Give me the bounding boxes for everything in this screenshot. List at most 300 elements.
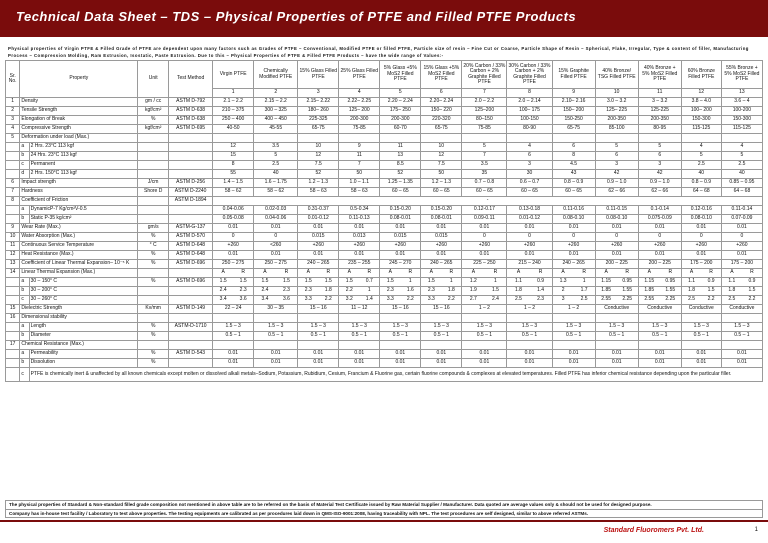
row-value [681,134,721,143]
row-value: 5 [254,152,298,161]
row-sub-letter: c [20,161,29,170]
row-value: +260 [421,242,462,251]
notes-table [5,500,763,518]
row-value: 0.01 [254,359,298,368]
row-unit [138,314,169,323]
row-test-method: ASTM-D-1710 [169,323,213,332]
row-value: Conductive [681,305,721,314]
row-value: 75-85 [339,125,380,134]
row-value: 60 – 65 [380,188,421,197]
row-value: 55 [213,170,254,179]
row-property: 30 – 200° C [29,287,138,296]
row-value [681,314,721,323]
row-unit [138,269,169,278]
row-value: 12 [298,152,339,161]
row-number [6,143,20,152]
row-value: 7 [462,152,507,161]
row-value: 0.11-0.15 [595,206,638,215]
row-value: 0.01 [421,350,462,359]
row-value: 0.15-0.20 [380,206,421,215]
row-test-method: ASTM D-648 [169,242,213,251]
row-test-method [169,314,213,323]
expansion-pair [421,278,462,287]
value-a: 3.3 [386,296,394,303]
expansion-pair [595,296,638,305]
row-value: 80–150 [462,116,507,125]
row-value: 0.01 [298,224,339,233]
header-grade-number: 6 [421,89,462,98]
row-test-method [169,215,213,224]
expansion-pair [380,296,421,305]
row-property: Impact strength [20,179,138,188]
row-value [380,341,421,350]
table-row [6,143,763,152]
row-value: 2.15– 2.22 [298,98,339,107]
row-value: 42 [595,170,638,179]
row-value: Conductive [595,305,638,314]
expansion-pair [638,278,681,287]
row-value: 1.5 – 3 [552,323,595,332]
row-property: DynamicP-7 Kg/cm²V-0.5 [29,206,138,215]
row-value: 175 – 200 [681,260,721,269]
label-a: A [347,269,351,276]
row-value: 0.01 [254,251,298,260]
row-number: 4 [6,125,20,134]
value-r: 1.5 [707,287,715,294]
row-test-method: ASTM D-792 [169,98,213,107]
row-value: 65-75 [298,125,339,134]
value-a: 2.3 [386,287,394,294]
row-value: 1.2 – 1.3 [421,179,462,188]
row-value: 0.8 – 0.9 [552,179,595,188]
expansion-pair [462,278,507,287]
row-value [213,314,254,323]
row-value [213,341,254,350]
value-r: 3.6 [283,296,290,303]
row-value: 200-300 [380,116,421,125]
header-grade-number: 5 [380,89,421,98]
header-property: Property [20,61,138,98]
row-value: +260 [721,242,762,251]
row-value: 0.5 – 1 [298,332,339,341]
row-property: Linear Thermal Expansion (Max.) [20,269,138,278]
row-value: 0.01 [681,224,721,233]
row-value: 0.01 [595,350,638,359]
label-r: R [241,269,245,276]
value-r: 1.4 [365,296,373,303]
row-property: Coefficient of Friction [20,197,138,206]
row-value: 3 [595,161,638,170]
row-value: 0 [213,233,254,242]
row-value: 10 [421,143,462,152]
header-test-method: Test Method [169,61,213,98]
row-value: 0.01 [213,224,254,233]
value-a: 1.5 [219,278,227,285]
row-unit: Kv/mm [138,305,169,314]
row-value: 0.15-0.20 [421,206,462,215]
row-property: Elongation of Break [20,116,138,125]
label-a: A [263,269,267,276]
row-test-method [169,152,213,161]
row-value: 0.01 [638,359,681,368]
header-grade: 15% Glass +5% MoS2 Filled PTFE [421,61,462,89]
row-value: 62 – 66 [595,188,638,197]
ar-pair [638,269,681,278]
row-value: 125–200 [462,107,507,116]
row-property: Coefficient of Linear Thermal Expansion– 10⁻⁵ K [20,260,138,269]
row-number: 17 [6,341,20,350]
value-r: 1.4 [537,287,545,294]
row-value: 0.01 [380,350,421,359]
row-value [721,341,762,350]
header-grade: Virgin PTFE [213,61,254,89]
ar-pair [298,269,339,278]
row-number: 11 [6,242,20,251]
row-unit [138,341,169,350]
row-number: 16 [6,314,20,323]
row-number [6,170,20,179]
table-row [6,197,763,206]
row-unit [138,287,169,296]
row-value: 0.01 [462,359,507,368]
row-value: 0.01 [721,224,762,233]
row-value: 0.5 – 1 [462,332,507,341]
value-a: 2.3 [304,287,312,294]
row-value: 80-90 [507,125,552,134]
row-value: 1.6 – 1.75 [254,179,298,188]
row-number: 9 [6,224,20,233]
row-number: 8 [6,197,20,206]
row-value: 1.5 – 3 [339,323,380,332]
row-property: 30 – 260° C [29,296,138,305]
row-value: 0.01 [721,350,762,359]
row-unit [138,134,169,143]
row-test-method: ASTM D-570 [169,233,213,242]
row-value: 0.9 – 1.0 [638,179,681,188]
row-value: 0 [638,233,681,242]
value-r: 1.5 [239,278,247,285]
row-value: 0.01 [298,350,339,359]
row-test-method: ASTM D-696 [169,278,213,287]
ar-pair [721,269,762,278]
row-value: 15 [213,152,254,161]
row-sub-letter: c [20,368,29,382]
table-row [6,107,763,116]
row-value: 0.11-0.16 [552,206,595,215]
expansion-pair [339,296,380,305]
row-value: 0.01 [380,359,421,368]
row-value: 115-125 [681,125,721,134]
row-number: 2 [6,107,20,116]
value-a: 2.3 [427,287,435,294]
row-value: 100-200 [721,107,762,116]
value-a: 1.15 [644,278,655,285]
table-row [6,170,763,179]
row-value: 0.08-0.10 [552,215,595,224]
row-value: 6 [552,143,595,152]
row-value [462,314,507,323]
row-value: 30 [507,170,552,179]
value-a: 1.2 [469,278,477,285]
row-value: 6 [507,152,552,161]
table-row [6,161,763,170]
row-value: <260 [254,242,298,251]
row-test-method [169,134,213,143]
expansion-pair [298,278,339,287]
company-name: Standard Fluoromers Pvt. Ltd. [603,527,704,534]
row-value: 180– 260 [298,107,339,116]
row-value: 0.5 – 1 [681,332,721,341]
row-value: 240 – 265 [552,260,595,269]
row-value [421,314,462,323]
row-value: 0.5 – 1 [339,332,380,341]
row-sub-letter: a [20,323,29,332]
row-value [298,314,339,323]
row-value: 245 – 270 [380,260,421,269]
expansion-pair [507,296,552,305]
row-value: 5 [681,152,721,161]
row-unit [138,152,169,161]
row-value: 58 – 62 [213,188,254,197]
expansion-pair [552,296,595,305]
row-value [254,314,298,323]
row-value: 0.05-0.08 [213,215,254,224]
label-a: A [429,269,433,276]
row-value: +260 [380,242,421,251]
row-unit: % [138,323,169,332]
header-grade: 40% Bronze + 5% MoS2 Filled PTFE [638,61,681,89]
row-value: 65-75 [421,125,462,134]
row-value: 1.5 – 3 [254,323,298,332]
row-value: 4 [681,143,721,152]
row-number [6,161,20,170]
table-row [6,359,763,368]
value-r: 2.5 [580,296,588,303]
value-a: 2.55 [601,296,612,303]
row-value: 0.01 [298,251,339,260]
expansion-pair [638,287,681,296]
ar-pair [339,269,380,278]
row-value: 50 [339,170,380,179]
value-r: 2.2 [707,296,715,303]
label-a: A [689,269,694,276]
title-bar [0,0,768,37]
row-value: Conductive [638,305,681,314]
header-grade-number: 7 [462,89,507,98]
table-row [6,260,763,269]
value-a: 3.3 [427,296,435,303]
expansion-pair [681,296,721,305]
label-r: R [493,269,498,276]
row-value: 1.2 – 1.3 [298,179,339,188]
row-value: 2.5 [254,161,298,170]
table-row [6,134,763,143]
row-value [339,134,380,143]
row-value [595,314,638,323]
row-value [380,134,421,143]
label-a: A [604,269,608,276]
label-a: A [221,269,225,276]
row-value: 7.5 [421,161,462,170]
row-value: 2.15 – 2.2 [254,98,298,107]
row-value: 400 – 450 [254,116,298,125]
row-value: 0.015 [380,233,421,242]
row-value: 150– 200 [552,107,595,116]
header-sr-no: Sr. No. [6,61,20,98]
header-grade: 25% Glass Filled PTFE [339,61,380,89]
value-r: 0.95 [622,278,633,285]
row-value: 250 – 275 [254,260,298,269]
header-grade-number: 3 [298,89,339,98]
value-a: 1.5 [427,278,435,285]
row-value: 60 – 65 [552,188,595,197]
row-property: Compressive Strength [20,125,138,134]
row-value [595,341,638,350]
row-test-method: ASTM D-638 [169,116,213,125]
row-value: 1.5 – 3 [681,323,721,332]
row-value: 0 [462,233,507,242]
row-value: 0.01 [552,359,595,368]
row-value [552,134,595,143]
row-value: 0.04-0.06 [254,215,298,224]
row-value [421,134,462,143]
table-row [6,251,763,260]
header-grade: 30% Carbon / 33% Carbon + 2% Graphite Filled PTFE [507,61,552,89]
label-r: R [750,269,754,276]
row-unit: % [138,116,169,125]
row-number: 5 [6,134,20,143]
row-value: 1.5 – 3 [595,323,638,332]
row-value: 75-85 [462,125,507,134]
row-value: 2.1 – 2.2 [213,98,254,107]
row-value: 0.01 [507,359,552,368]
row-value [339,341,380,350]
row-value: 7.5 [298,161,339,170]
row-value: 125-225 [638,107,681,116]
row-value: 58 – 63 [339,188,380,197]
row-value: 3 [638,161,681,170]
table-row [6,296,763,305]
row-value: +260 [552,242,595,251]
row-value: 9 [339,143,380,152]
expansion-pair [552,287,595,296]
row-value: 64 – 68 [681,188,721,197]
row-value: 4 [507,143,552,152]
expansion-pair [213,287,254,296]
row-value [507,341,552,350]
row-value: 0.5 – 1 [213,332,254,341]
row-value: 1.5 – 3 [462,323,507,332]
value-a: 1.8 [688,287,696,294]
expansion-pair [298,296,339,305]
note-filled-grades: The physical properties of Standard & Non-standard filled grade composition not mentioned in above table are to be referred on the basis of Material Test Certificate issued by Raw Material Supplier / Manufacturer. Data quoted are average values only & should not be used for designed purpose. [6,501,763,510]
row-value: 0.13-0.18 [507,206,552,215]
row-value: 1.5 – 3 [638,323,681,332]
row-number [6,359,20,368]
label-a: A [647,269,651,276]
expansion-pair [213,278,254,287]
row-number [6,350,20,359]
row-value: 3 [507,161,552,170]
value-a: 1.5 [304,278,312,285]
expansion-pair [421,287,462,296]
ar-pair [421,269,462,278]
row-value: 80-95 [638,125,681,134]
row-value: 0.01 [638,350,681,359]
row-value: 175– 250 [380,107,421,116]
row-value: 0.01 [421,224,462,233]
row-property: Dissolution [29,359,138,368]
row-test-method: ASTM D-1894 [169,197,213,206]
value-r: 0.9 [537,278,545,285]
row-value: 0.015 [421,233,462,242]
row-unit: ° C [138,242,169,251]
row-value: 85-100 [595,125,638,134]
value-r: 2.3 [283,287,290,294]
value-r: 1 [367,287,371,294]
header-grade: 15% Glass Filled PTFE [298,61,339,89]
value-a: 1.15 [601,278,612,285]
expansion-pair [507,278,552,287]
row-value: 60 – 65 [462,188,507,197]
row-value: 64 – 68 [721,188,762,197]
row-test-method: ASTM D-638 [169,107,213,116]
row-unit: % [138,332,169,341]
row-value: 40-50 [213,125,254,134]
expansion-pair [462,287,507,296]
header-grade-number: 9 [552,89,595,98]
row-value: 0.01 [254,224,298,233]
row-value: 62 – 66 [638,188,681,197]
row-number: 7 [6,188,20,197]
row-value: 0.12-0.16 [681,206,721,215]
row-value: +260 [462,242,507,251]
row-test-method: ASTM D-696 [169,260,213,269]
table-row [6,125,763,134]
expansion-pair [421,296,462,305]
row-value: 8 [213,161,254,170]
row-value: 45-55 [254,125,298,134]
expansion-pair [254,287,298,296]
row-property: 2 Hrs. 150°C 113 kgf [29,170,138,179]
row-number: 3 [6,116,20,125]
row-value: 0.5 – 1 [595,332,638,341]
row-sub-letter: d [20,170,29,179]
value-a: 1.3 [559,278,567,285]
row-unit [138,170,169,179]
row-number: 10 [6,233,20,242]
expansion-pair [638,296,681,305]
value-r: 1.8 [324,287,332,294]
value-r: 2.4 [491,296,499,303]
label-a: A [516,269,521,276]
row-value: 0.01 [213,350,254,359]
row-property: Permanent [29,161,138,170]
row-test-method [169,341,213,350]
row-value: 0.5-0.34 [339,206,380,215]
row-unit: % [138,260,169,269]
row-value: 5 [462,143,507,152]
value-r: 1 [494,278,497,285]
row-value [638,341,681,350]
label-a: A [730,269,734,276]
row-property: Tensile Strength [20,107,138,116]
row-number: 13 [6,260,20,269]
label-a: A [471,269,476,276]
row-value: 100– 175 [507,107,552,116]
row-property: 24 Hrs. 23°C 113 kgf [29,152,138,161]
row-value: 0.01 [339,251,380,260]
